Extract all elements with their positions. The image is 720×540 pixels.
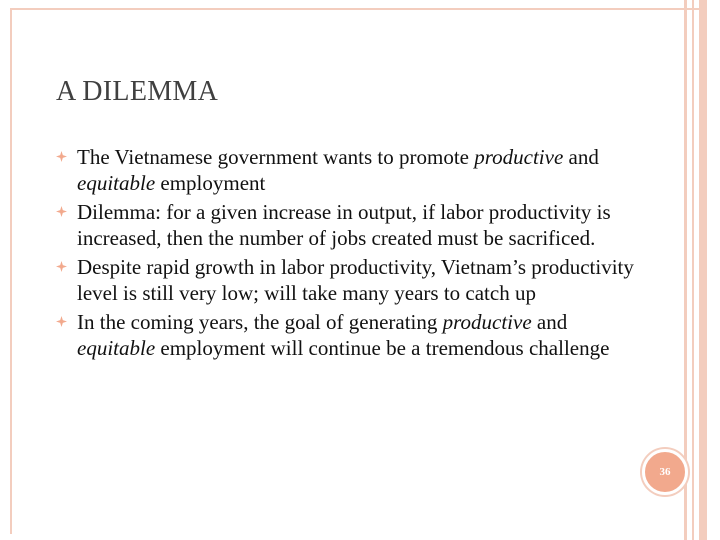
four-point-star-icon [56,206,67,217]
bullet-item [60,199,640,251]
bullet-text-italic: productive [442,310,532,334]
bullet-item [60,254,640,306]
four-point-star-icon [56,151,67,162]
bullet-item [60,144,640,196]
slide-frame-right-lines [680,0,720,540]
bullet-text: Dilemma: for a given increase in output, if labor productivity is increased, then the number of jobs created must be sacrificed. [77,200,611,250]
bullet-text: employment [155,171,266,195]
bullet-text: In the coming years, the goal of generating [77,310,443,334]
bullet-text: employment will continue be a tremendous challenge [155,336,610,360]
four-point-star-icon [56,316,67,327]
bullet-text-italic: equitable [77,336,156,360]
slide-title: A DILEMMA [56,76,219,107]
bullet-text: and [563,145,599,169]
bullet-item [60,309,640,361]
bullet-text: The Vietnamese government wants to promote [77,145,475,169]
four-point-star-icon [56,261,67,272]
bullet-text: Despite rapid growth in labor productivity, Vietnam’s productivity level is still very low; will take many years to catch up [77,255,634,305]
bullet-text-italic: productive [474,145,564,169]
page-number: 36 [659,466,671,478]
bullet-list [60,144,640,364]
page-number-badge [642,449,688,495]
bullet-text: and [531,310,568,334]
bullet-text-italic: equitable [77,171,156,195]
